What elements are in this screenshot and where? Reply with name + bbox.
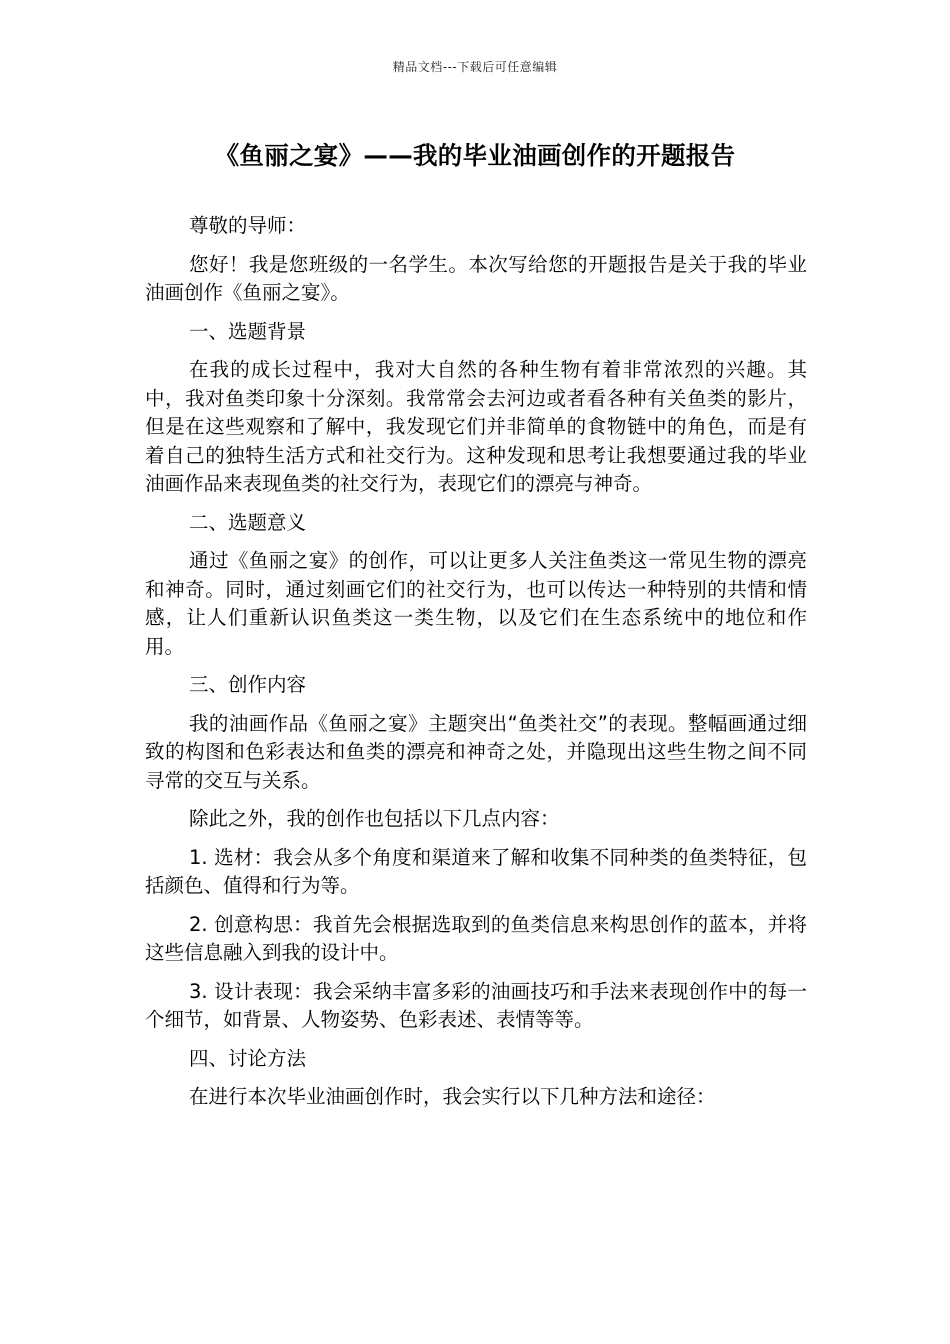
list-item: 2. 创意构思：我首先会根据选取到的鱼类信息来构思创作的蓝本，并将这些信息融入到我的设计中。	[145, 912, 807, 964]
list-item: 1. 选材：我会从多个角度和渠道来了解和收集不同种类的鱼类特征，包括颜色、值得和行为等。	[145, 845, 807, 897]
section-heading-significance: 二、选题意义	[189, 510, 307, 534]
salutation: 尊敬的导师：	[189, 214, 307, 237]
significance-paragraph: 通过《鱼丽之宴》的创作，可以让更多人关注鱼类这一常见生物的漂亮和神奇。同时，通过刻画它们的社交行为，也可以传达一种特别的共情和情感，让人们重新认识鱼类这一类生物，以及它们在生态系统中的地位和作用。	[145, 549, 807, 658]
document-body	[145, 212, 807, 1122]
document-title: 《鱼丽之宴》——我的毕业油画创作的开题报告	[214, 141, 736, 170]
header-note: 精品文档---下载后可任意编辑	[392, 60, 558, 74]
section-heading-methods: 四、讨论方法	[189, 1046, 307, 1070]
section-heading-content: 三、创作内容	[189, 673, 307, 696]
methods-paragraph: 在进行本次毕业油画创作时，我会实行以下几种方法和途径：	[189, 1085, 716, 1108]
content-paragraph: 我的油画作品《鱼丽之宴》主题突出“鱼类社交”的表现。整幅画通过细致的构图和色彩表达和鱼类的漂亮和神奇之处，并隐现出这些生物之间不同寻常的交互与关系。	[145, 711, 807, 792]
section-heading-background: 一、选题背景	[189, 319, 307, 343]
greeting-paragraph: 您好！我是您班级的一名学生。本次写给您的开题报告是关于我的毕业油画创作《鱼丽之宴》。	[145, 252, 807, 304]
list-item: 3. 设计表现：我会采纳丰富多彩的油画技巧和手法来表现创作中的每一个细节，如背景、人物姿势、色彩表述、表情等等。	[145, 979, 807, 1031]
background-paragraph: 在我的成长过程中，我对大自然的各种生物有着非常浓烈的兴趣。其中，我对鱼类印象十分深刻。我常常会去河边或者看各种有关鱼类的影片，但是在这些观察和了解中，我发现它们并非简单的食物链中的角色，而是有着自己的独特生活方式和社交行为。这种发现和思考让我想要通过我的毕业油画作品来表现鱼类的社交行为，表现它们的漂亮与神奇。	[145, 358, 807, 495]
content-intro-paragraph: 除此之外，我的创作也包括以下几点内容：	[189, 807, 560, 830]
